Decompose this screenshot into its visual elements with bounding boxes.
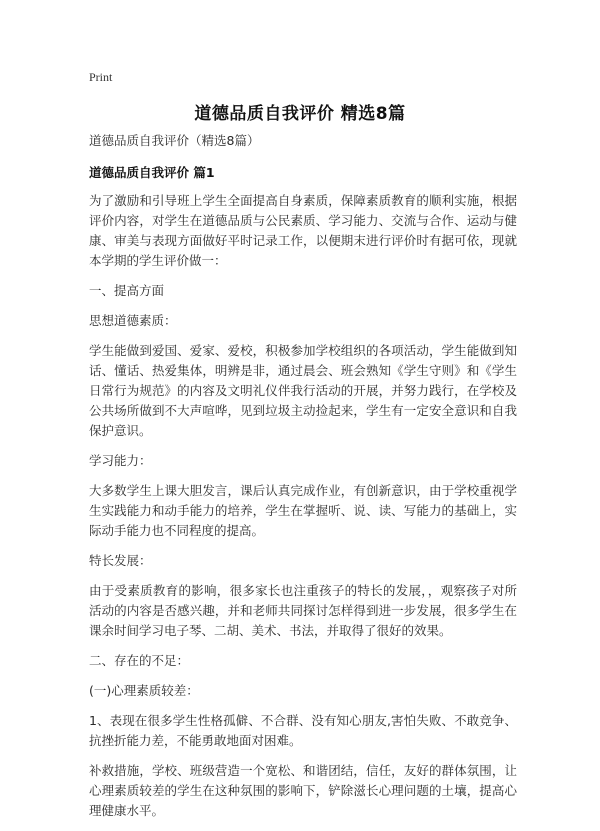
paragraph-psychological: 1、表现在很多学生性格孤僻、不合群、没有知心朋友,害怕失败、不敢竞争、抗挫折能力差，不能勇敢地面对困难。	[89, 713, 517, 748]
heading-shortcomings: 二、存在的不足：	[89, 653, 190, 668]
print-link[interactable]: Print	[89, 70, 113, 84]
label-psychological: (一)心理素质较差：	[89, 683, 199, 698]
paragraph-remedy: 补救措施，学校、班级营造一个宽松、和谐团结，信任，友好的群体氛围，让心理素质较差的学生在这种氛围的影响下，铲除滋长心理问题的土壤，提高心理健康水平。	[89, 763, 517, 818]
section-heading: 道德品质自我评价 篇1	[89, 165, 215, 180]
page-title: 道德品质自我评价 精选8篇	[194, 104, 406, 124]
heading-improvements: 一、提高方面	[89, 283, 165, 298]
label-learning-ability: 学习能力：	[89, 453, 152, 468]
paragraph-moral-quality: 学生能做到爱国、爱家、爱校，积极参加学校组织的各项活动，学生能做到知话、懂话、热爱集体，明辨是非，通过晨会、班会熟知《学生守则》和《学生日常行为规范》的内容及文明礼仪伴我行活动的开展，并努力践行，在学校及公共场所做到不大声喧哗，见到垃圾主动捡起来，学生有一定安全意识和自我保护意识。	[89, 343, 517, 438]
paragraph-intro: 为了激励和引导班上学生全面提高自身素质，保障素质教育的顺利实施，根据评价内容，对学生在道德品质与公民素质、学习能力、交流与合作、运动与健康、审美与表现方面做好平时记录工作，以便期末进行评价时有据可依，现就本学期的学生评价做一：	[89, 193, 517, 268]
document-body	[89, 131, 517, 831]
label-specialty: 特长发展：	[89, 553, 152, 568]
document-subtitle: 道德品质自我评价（精选8篇）	[89, 133, 260, 148]
paragraph-learning-ability: 大多数学生上课大胆发言，课后认真完成作业，有创新意识，由于学校重视学生实践能力和动手能力的培养，学生在掌握听、说、读、写能力的基础上，实际动手能力也不同程度的提高。	[89, 483, 517, 538]
label-moral-quality: 思想道德素质：	[89, 313, 177, 328]
paragraph-specialty: 由于受素质教育的影响，很多家长也注重孩子的特长的发展，，观察孩子对所活动的内容是否感兴趣，并和老师共同探讨怎样得到进一步发展，很多学生在课余时间学习电子琴、二胡、美术、书法，并取得了很好的效果。	[89, 583, 517, 638]
